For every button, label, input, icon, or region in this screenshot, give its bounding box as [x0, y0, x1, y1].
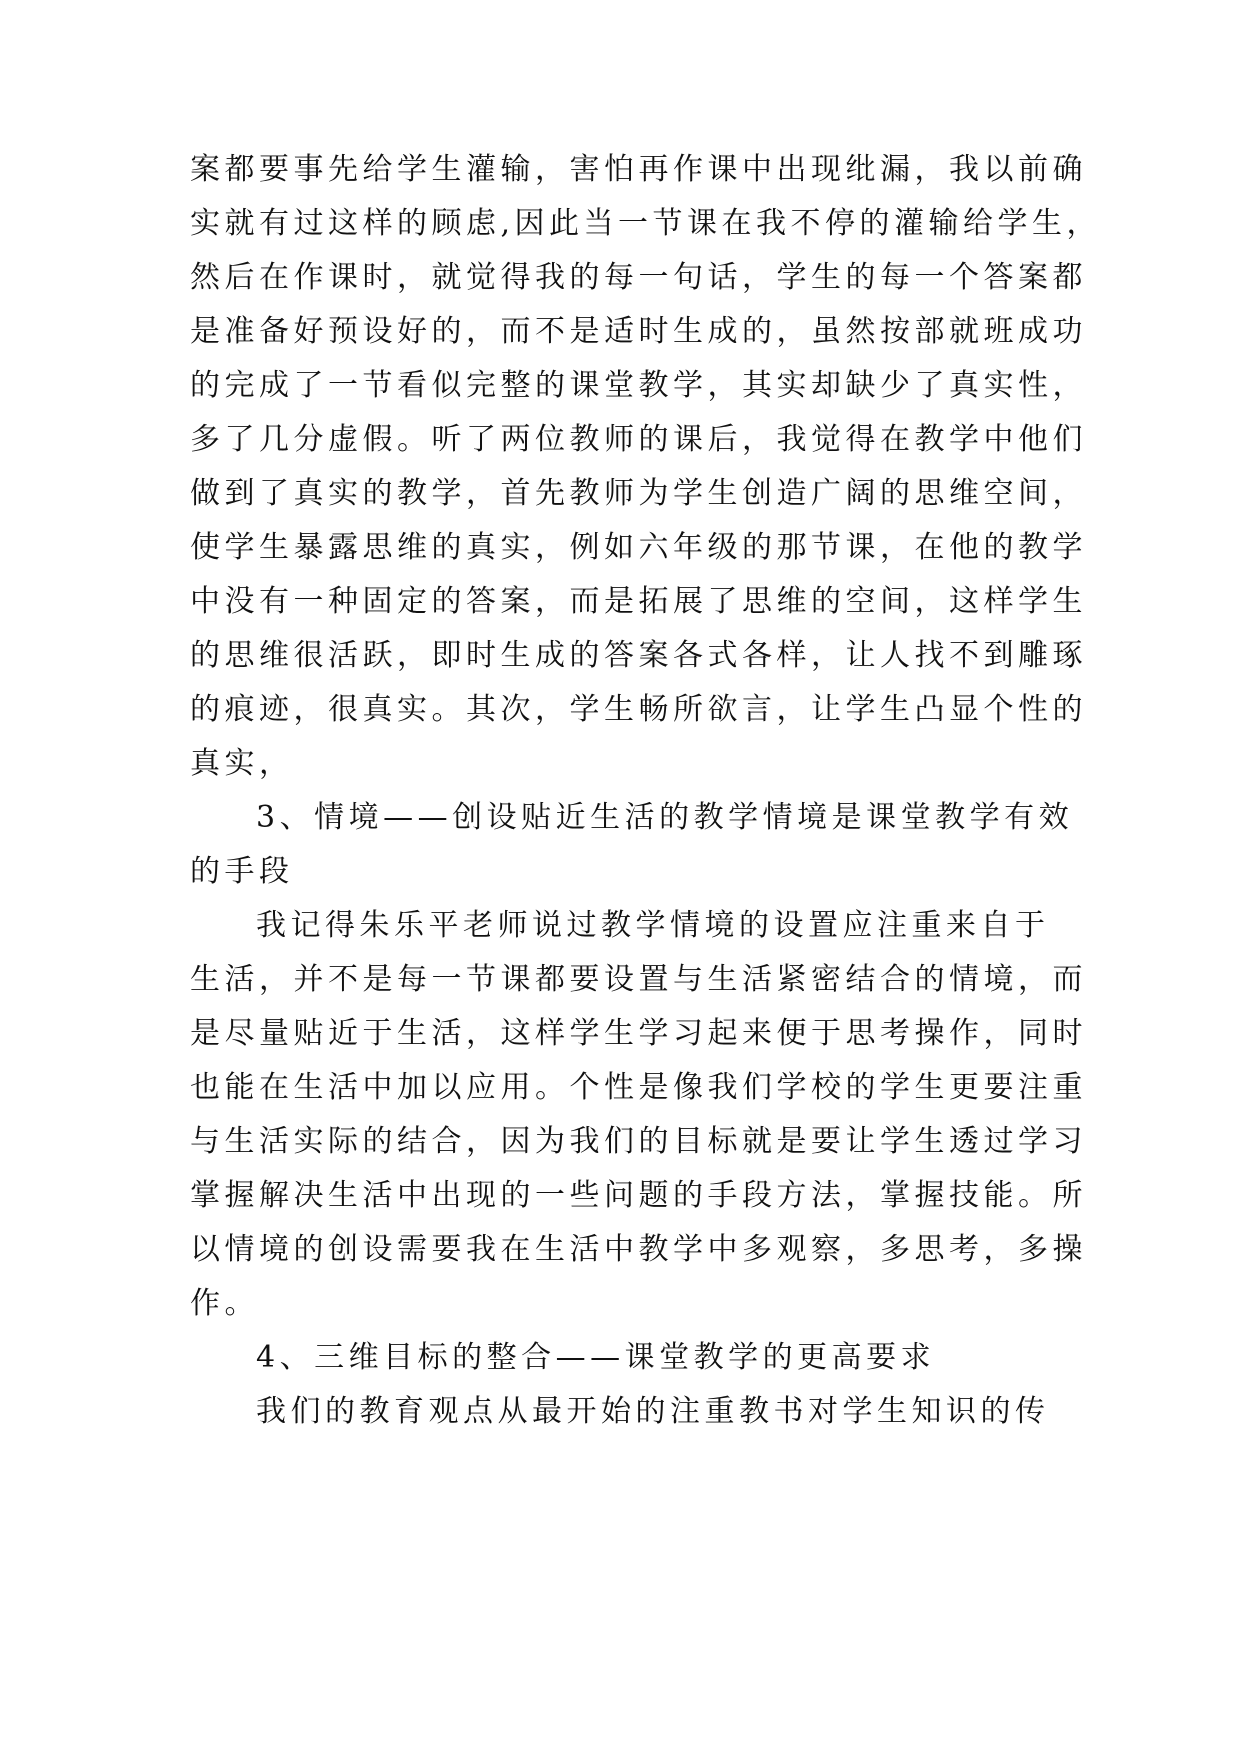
text-line: 与生活实际的结合，因为我们的目标就是要让学生透过学习	[190, 1124, 1087, 1159]
text-line: 也能在生活中加以应用。个性是像我们学校的学生更要注重	[190, 1070, 1087, 1105]
paragraph-start: 我们的教育观点从最开始的注重教书对学生知识的传	[256, 1394, 1050, 1429]
text-line: 的痕迹，很真实。其次，学生畅所欲言，让学生凸显个性的	[190, 692, 1087, 727]
text-line: 的完成了一节看似完整的课堂教学，其实却缺少了真实性，	[190, 368, 1087, 403]
text-line: 是尽量贴近于生活，这样学生学习起来便于思考操作，同时	[190, 1016, 1087, 1051]
text-line: 案都要事先给学生灌输，害怕再作课中出现纰漏，我以前确	[190, 152, 1087, 187]
section-heading-4: 4、三维目标的整合——课堂教学的更高要求	[256, 1340, 936, 1375]
text-line: 掌握解决生活中出现的一些问题的手段方法，掌握技能。所	[190, 1178, 1087, 1213]
text-line: 实就有过这样的顾虑,因此当一节课在我不停的灌输给学生，	[190, 206, 1102, 241]
text-line: 做到了真实的教学，首先教师为学生创造广阔的思维空间，	[190, 476, 1087, 511]
text-line: 使学生暴露思维的真实，例如六年级的那节课，在他的教学	[190, 530, 1087, 565]
paragraph-start: 我记得朱乐平老师说过教学情境的设置应注重来自于	[256, 908, 1050, 943]
text-line: 是准备好预设好的，而不是适时生成的，虽然按部就班成功	[190, 314, 1087, 349]
text-line: 中没有一种固定的答案，而是拓展了思维的空间，这样学生	[190, 584, 1087, 619]
text-line: 真实，	[190, 746, 294, 781]
text-line: 生活，并不是每一节课都要设置与生活紧密结合的情境，而	[190, 962, 1087, 997]
section-heading-3-continued: 的手段	[190, 854, 294, 889]
text-line: 以情境的创设需要我在生活中教学中多观察，多思考，多操	[190, 1232, 1087, 1267]
text-line: 然后在作课时，就觉得我的每一句话，学生的每一个答案都	[190, 260, 1087, 295]
text-line: 的思维很活跃，即时生成的答案各式各样，让人找不到雕琢	[190, 638, 1087, 673]
section-heading-3: 3、情境——创设贴近生活的教学情境是课堂教学有效	[256, 800, 1074, 835]
text-line: 多了几分虚假。听了两位教师的课后，我觉得在教学中他们	[190, 422, 1087, 457]
text-line: 作。	[190, 1286, 259, 1321]
